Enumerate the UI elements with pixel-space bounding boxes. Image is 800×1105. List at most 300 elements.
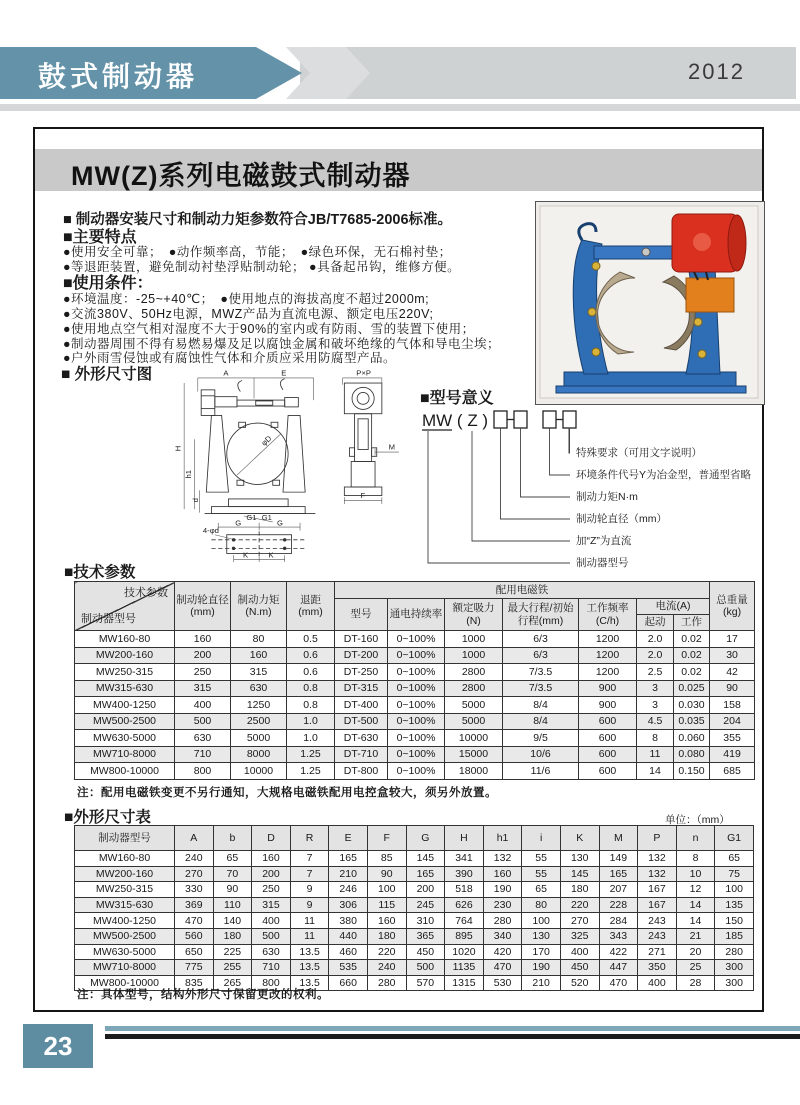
value-cell: 270 (175, 866, 214, 882)
value-cell: 422 (599, 944, 638, 960)
value-cell: 80 (231, 631, 287, 648)
dim-table-header-row (75, 826, 754, 851)
model-cell: MW200-160 (75, 866, 175, 882)
column-header: 制动器型号 (75, 826, 175, 851)
column-header: G (406, 826, 445, 851)
value-cell: 180 (560, 882, 599, 898)
model-cell: MW400-1250 (75, 913, 175, 929)
value-cell: 3 (637, 680, 674, 697)
value-cell: 135 (715, 897, 754, 913)
table-row (75, 647, 755, 664)
value-cell: 400 (560, 944, 599, 960)
model-label: 制动力矩N·m (576, 491, 638, 503)
model-label: 加“Z”为直流 (576, 535, 632, 547)
value-cell: 900 (579, 697, 637, 714)
banner-year: 2012 (688, 59, 745, 84)
value-cell: 775 (175, 960, 214, 976)
value-cell: 450 (560, 960, 599, 976)
value-cell: 500 (252, 928, 291, 944)
value-cell: 200 (406, 882, 445, 898)
value-cell: 6/3 (503, 631, 579, 648)
value-cell: 15000 (445, 746, 503, 763)
dim-label-E: E (281, 368, 287, 378)
value-cell: 200 (252, 866, 291, 882)
value-cell: 167 (638, 882, 677, 898)
dim-label-G: G (235, 518, 242, 528)
value-cell: 149 (599, 851, 638, 867)
table-row (75, 944, 754, 960)
col-weight: 总重量(kg) (710, 582, 755, 631)
value-cell: 315 (252, 897, 291, 913)
value-cell: 660 (329, 975, 368, 991)
value-cell: 0~100% (388, 647, 445, 664)
model-cell: MW250-315 (75, 882, 175, 898)
column-header: n (676, 826, 715, 851)
value-cell: 380 (329, 913, 368, 929)
value-cell: 340 (483, 928, 522, 944)
value-cell: 535 (329, 960, 368, 976)
model-meaning-heading: ■型号意义 (420, 390, 494, 407)
value-cell: 17 (710, 631, 755, 648)
value-cell: DT-200 (335, 647, 388, 664)
value-cell: 11 (290, 913, 329, 929)
value-cell: 0.150 (674, 763, 710, 780)
value-cell: 400 (638, 975, 677, 991)
corner-bottom-label: 制动器型号 (81, 613, 136, 626)
value-cell: 2.0 (637, 647, 674, 664)
value-cell: 0~100% (388, 664, 445, 681)
value-cell: 158 (710, 697, 755, 714)
col-retreat: 退距(mm) (287, 582, 335, 631)
value-cell: 160 (252, 851, 291, 867)
value-cell: 835 (175, 975, 214, 991)
value-cell: 685 (710, 763, 755, 780)
tech-table-note: 注：配用电磁铁变更不另行通知，大规格电磁铁配用电控盒较大，须另外放置。 (77, 787, 497, 799)
value-cell: 165 (329, 851, 368, 867)
value-cell: 0.02 (674, 664, 710, 681)
value-cell: 500 (175, 713, 231, 730)
value-cell: 55 (522, 866, 561, 882)
value-cell: 9/5 (503, 730, 579, 747)
value-cell: 0~100% (388, 713, 445, 730)
value-cell: 225 (213, 944, 252, 960)
value-cell: 280 (715, 944, 754, 960)
value-cell: 470 (175, 913, 214, 929)
dim-table (74, 825, 754, 991)
value-cell: 115 (367, 897, 406, 913)
value-cell: 1.25 (287, 746, 335, 763)
value-cell: 1.0 (287, 713, 335, 730)
value-cell: 14 (676, 913, 715, 929)
value-cell: DT-500 (335, 713, 388, 730)
value-cell: 447 (599, 960, 638, 976)
value-cell: 5000 (445, 713, 503, 730)
value-cell: 70 (213, 866, 252, 882)
value-cell: 520 (560, 975, 599, 991)
col-current-work: 工作 (674, 615, 710, 631)
col-current: 电流(A) (637, 599, 710, 615)
column-header: A (175, 826, 214, 851)
model-label: 环境条件代号Y为冶金型，普通型省略 (576, 469, 752, 481)
value-cell: 265 (213, 975, 252, 991)
value-cell: 0.02 (674, 631, 710, 648)
value-cell: 440 (329, 928, 368, 944)
value-cell: 20 (676, 944, 715, 960)
value-cell: 315 (231, 664, 287, 681)
value-cell: 13.5 (290, 960, 329, 976)
feature-line: ●使用安全可靠； ●动作频率高，节能； ●绿色环保，无石棉衬垫； (63, 245, 452, 259)
dim-label-G: G (277, 518, 284, 528)
column-header: M (599, 826, 638, 851)
dim-table-heading: ■外形尺寸表 (64, 809, 151, 826)
value-cell: 14 (676, 897, 715, 913)
value-cell: 11/6 (503, 763, 579, 780)
value-cell: 710 (252, 960, 291, 976)
value-cell: 130 (560, 851, 599, 867)
model-cell: MW710-8000 (75, 746, 175, 763)
value-cell: 160 (231, 647, 287, 664)
value-cell: 1020 (445, 944, 484, 960)
value-cell: 160 (367, 913, 406, 929)
model-cell: MW710-8000 (75, 960, 175, 976)
model-cell: MW315-630 (75, 897, 175, 913)
dim-label-d: d (190, 498, 200, 503)
value-cell: 1.25 (287, 763, 335, 780)
dim-label-M: M (388, 442, 396, 452)
table-row (75, 866, 754, 882)
value-cell: 1200 (579, 664, 637, 681)
table-row (75, 882, 754, 898)
content-frame (33, 127, 764, 1012)
value-cell: 419 (710, 746, 755, 763)
value-cell: DT-160 (335, 631, 388, 648)
feature-line: ●等退距装置，避免制动衬垫浮贴制动轮； ●具备起吊钩，维修方便。 (63, 260, 461, 274)
drawing-heading: ■ 外形尺寸图 (61, 366, 153, 383)
value-cell: 518 (445, 882, 484, 898)
model-meaning-section (420, 385, 762, 569)
value-cell: 10000 (445, 730, 503, 747)
value-cell: 470 (483, 960, 522, 976)
value-cell: 30 (710, 647, 755, 664)
model-cell: MW630-5000 (75, 944, 175, 960)
unit-label: 单位：（mm） (665, 814, 730, 826)
value-cell: 1000 (445, 647, 503, 664)
col-frequency: 工作频率(C/h) (579, 599, 637, 631)
value-cell: 2800 (445, 680, 503, 697)
value-cell: 110 (213, 897, 252, 913)
value-cell: 185 (715, 928, 754, 944)
value-cell: 800 (175, 763, 231, 780)
model-cell: MW500-2500 (75, 713, 175, 730)
table-row (75, 763, 755, 780)
dim-label-PxP: P×P (356, 368, 371, 378)
value-cell: 11 (637, 746, 674, 763)
value-cell: 5000 (231, 730, 287, 747)
value-cell: 7/3.5 (503, 680, 579, 697)
dim-label-A: A (223, 368, 229, 378)
value-cell: 369 (175, 897, 214, 913)
model-label: 特殊要求（可用文字说明） (576, 447, 702, 459)
condition-line: ●户外雨雪侵蚀或有腐蚀性气体和介质应采用防腐型产品。 (63, 351, 397, 365)
value-cell: 165 (406, 866, 445, 882)
value-cell: 21 (676, 928, 715, 944)
value-cell: 140 (213, 913, 252, 929)
model-cell: MW800-10000 (75, 763, 175, 780)
column-header: E (329, 826, 368, 851)
value-cell: 10 (676, 866, 715, 882)
value-cell: 355 (710, 730, 755, 747)
value-cell: 560 (175, 928, 214, 944)
tech-table (74, 581, 755, 780)
value-cell: 246 (329, 882, 368, 898)
dim-label-F: F (360, 491, 366, 501)
model-cell: MW160-80 (75, 631, 175, 648)
value-cell: 530 (483, 975, 522, 991)
value-cell: 600 (579, 746, 637, 763)
value-cell: 0~100% (388, 746, 445, 763)
value-cell: 630 (231, 680, 287, 697)
value-cell: 65 (715, 851, 754, 867)
value-cell: 255 (213, 960, 252, 976)
value-cell: 13.5 (290, 975, 329, 991)
table-row (75, 680, 755, 697)
value-cell: 12 (676, 882, 715, 898)
value-cell: DT-315 (335, 680, 388, 697)
value-cell: 243 (638, 913, 677, 929)
value-cell: 4.5 (637, 713, 674, 730)
dim-table-body (75, 851, 754, 991)
model-cell: MW400-1250 (75, 697, 175, 714)
dim-label-G1: G1 (246, 513, 257, 523)
model-cell: MW800-10000 (75, 975, 175, 991)
value-cell: 243 (638, 928, 677, 944)
table-row (75, 960, 754, 976)
column-header: K (560, 826, 599, 851)
value-cell: 8 (637, 730, 674, 747)
value-cell: 1200 (579, 647, 637, 664)
value-cell: 245 (406, 897, 445, 913)
value-cell: 210 (329, 866, 368, 882)
value-cell: 145 (560, 866, 599, 882)
value-cell: 626 (445, 897, 484, 913)
tech-table-heading: ■技术参数 (64, 564, 136, 581)
value-cell: 100 (715, 882, 754, 898)
value-cell: 220 (560, 897, 599, 913)
value-cell: 180 (213, 928, 252, 944)
value-cell: 0.02 (674, 647, 710, 664)
value-cell: 343 (599, 928, 638, 944)
value-cell: 330 (175, 882, 214, 898)
banner-title: 鼓式制动器 (38, 61, 199, 92)
col-magnet-type: 型号 (335, 599, 388, 631)
value-cell: 0~100% (388, 763, 445, 780)
model-cell: MW630-5000 (75, 730, 175, 747)
product-photo (535, 201, 765, 405)
column-header: D (252, 826, 291, 851)
col-magnet-group: 配用电磁铁 (335, 582, 710, 599)
value-cell: 240 (175, 851, 214, 867)
value-cell: 13.5 (290, 944, 329, 960)
standard-line: ■ 制动器安装尺寸和制动力矩参数符合JB/T7685-2006标准。 (63, 212, 453, 228)
value-cell: 10/6 (503, 746, 579, 763)
value-cell: 1250 (231, 697, 287, 714)
table-row (75, 746, 755, 763)
dim-label-K: K (242, 550, 249, 560)
value-cell: 240 (367, 960, 406, 976)
value-cell: 1000 (445, 631, 503, 648)
value-cell: 25 (676, 960, 715, 976)
corner-cell (75, 582, 175, 631)
value-cell: 228 (599, 897, 638, 913)
value-cell: 10000 (231, 763, 287, 780)
value-cell: 1315 (445, 975, 484, 991)
value-cell: 7/3.5 (503, 664, 579, 681)
value-cell: 9 (290, 882, 329, 898)
value-cell: 450 (406, 944, 445, 960)
value-cell: 341 (445, 851, 484, 867)
value-cell: 145 (406, 851, 445, 867)
dim-label-holes: 4-φd (202, 526, 219, 536)
value-cell: 900 (579, 680, 637, 697)
model-code: MW ( Z ) (422, 411, 489, 430)
value-cell: 600 (579, 763, 637, 780)
col-torque: 制动力矩(N.m) (231, 582, 287, 631)
dim-table-note: 注：具体型号，结构外形尺寸保留更改的权利。 (77, 989, 329, 1001)
value-cell: 2500 (231, 713, 287, 730)
value-cell: 8 (676, 851, 715, 867)
value-cell: 170 (522, 944, 561, 960)
value-cell: 132 (483, 851, 522, 867)
value-cell: 710 (175, 746, 231, 763)
value-cell: 65 (522, 882, 561, 898)
value-cell: 0~100% (388, 730, 445, 747)
value-cell: 650 (175, 944, 214, 960)
value-cell: 165 (599, 866, 638, 882)
value-cell: 0.025 (674, 680, 710, 697)
value-cell: 1.0 (287, 730, 335, 747)
value-cell: 284 (599, 913, 638, 929)
value-cell: 300 (715, 975, 754, 991)
brake-photo-illustration (536, 202, 762, 402)
value-cell: 100 (522, 913, 561, 929)
column-header: h1 (483, 826, 522, 851)
value-cell: DT-710 (335, 746, 388, 763)
table-row (75, 913, 754, 929)
value-cell: 2.0 (637, 631, 674, 648)
model-cell: MW160-80 (75, 851, 175, 867)
footer-rule-teal (105, 1026, 800, 1031)
value-cell: 180 (367, 928, 406, 944)
value-cell: 9 (290, 897, 329, 913)
value-cell: 1200 (579, 631, 637, 648)
value-cell: 0.080 (674, 746, 710, 763)
value-cell: 0.060 (674, 730, 710, 747)
value-cell: 204 (710, 713, 755, 730)
value-cell: 55 (522, 851, 561, 867)
value-cell: 400 (252, 913, 291, 929)
value-cell: 8/4 (503, 697, 579, 714)
value-cell: 630 (175, 730, 231, 747)
dim-label-phiD: φD (259, 433, 274, 448)
value-cell: 90 (367, 866, 406, 882)
value-cell: 0.8 (287, 680, 335, 697)
value-cell: 190 (522, 960, 561, 976)
value-cell: 0.6 (287, 664, 335, 681)
model-label: 制动轮直径（mm） (576, 513, 667, 525)
value-cell: DT-400 (335, 697, 388, 714)
value-cell: 7 (290, 866, 329, 882)
condition-line: ●制动器周围不得有易燃易爆及足以腐蚀金属和破坏绝缘的气体和导电尘埃； (63, 337, 501, 351)
value-cell: 895 (445, 928, 484, 944)
value-cell: 270 (560, 913, 599, 929)
value-cell: 28 (676, 975, 715, 991)
value-cell: 570 (406, 975, 445, 991)
value-cell: 1135 (445, 960, 484, 976)
value-cell: 8000 (231, 746, 287, 763)
value-cell: 130 (522, 928, 561, 944)
value-cell: 420 (483, 944, 522, 960)
model-cell: MW315-630 (75, 680, 175, 697)
table-row (75, 851, 754, 867)
value-cell: 365 (406, 928, 445, 944)
value-cell: 400 (175, 697, 231, 714)
model-cell: MW200-160 (75, 647, 175, 664)
value-cell: 280 (367, 975, 406, 991)
model-meaning-diagram (420, 407, 762, 575)
model-label: 制动器型号 (576, 557, 629, 569)
value-cell: 18000 (445, 763, 503, 780)
corner-top-label: 技术参数 (124, 587, 168, 599)
table-row (75, 664, 755, 681)
value-cell: 271 (638, 944, 677, 960)
value-cell: 8/4 (503, 713, 579, 730)
conditions-heading: ■使用条件： (63, 275, 153, 292)
value-cell: 600 (579, 730, 637, 747)
value-cell: 460 (329, 944, 368, 960)
page-number-box (23, 1024, 93, 1068)
value-cell: 160 (483, 866, 522, 882)
dim-label-G1: G1 (261, 513, 272, 523)
table-row (75, 730, 755, 747)
table-row (75, 897, 754, 913)
page-title: MW(Z)系列电磁鼓式制动器 (71, 161, 411, 191)
value-cell: 3 (637, 697, 674, 714)
dim-label-K: K (268, 550, 274, 560)
value-cell: 90 (710, 680, 755, 697)
dim-label-h1: h1 (183, 469, 193, 479)
value-cell: 85 (367, 851, 406, 867)
value-cell: 0~100% (388, 631, 445, 648)
value-cell: 42 (710, 664, 755, 681)
col-wheel-dia: 制动轮直径(mm) (175, 582, 231, 631)
value-cell: 100 (367, 882, 406, 898)
value-cell: 306 (329, 897, 368, 913)
value-cell: 300 (715, 960, 754, 976)
table-row (75, 697, 755, 714)
col-current-start: 起动 (637, 615, 674, 631)
column-header: G1 (715, 826, 754, 851)
value-cell: 600 (579, 713, 637, 730)
value-cell: 5000 (445, 697, 503, 714)
dimension-drawing (155, 366, 411, 562)
value-cell: 11 (290, 928, 329, 944)
value-cell: 350 (638, 960, 677, 976)
table-row (75, 928, 754, 944)
value-cell: 6/3 (503, 647, 579, 664)
column-header: b (213, 826, 252, 851)
value-cell: 470 (599, 975, 638, 991)
condition-line: ●环境温度：-25~+40℃； ●使用地点的海拔高度不超过2000m; (63, 292, 430, 306)
